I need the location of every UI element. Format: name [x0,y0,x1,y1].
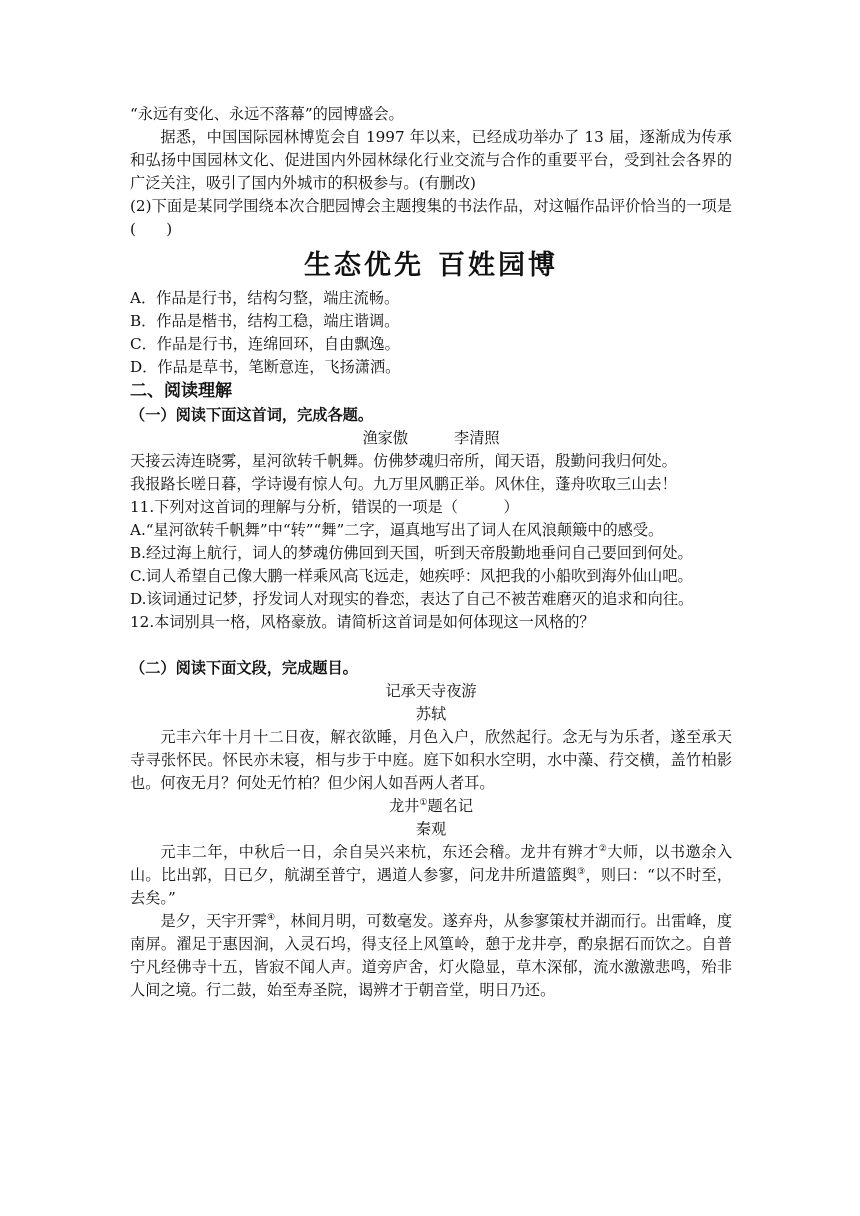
text-2-author: 秦观 [415,820,447,838]
text-2-p2-part-b: ，林间月明，可数毫发。遂弃舟，从参寥策杖并湖而行。出雷峰，度南屏。濯足于惠因涧，入灵石坞，得支径上风篁岭，憩于龙井亭，酌泉据石而饮之。自普宁凡经佛寺十五，皆寂不闻人声。道旁庐舍，灯火隐显，草木深郁，流水激激悲鸣，殆非人间之境。行二鼓，始至寿圣院，谒辨才于朝音堂，明日乃还。 [130,912,733,999]
text-2-p2-part-a: 是夕，天宇开霁 [160,912,268,930]
document-content [130,103,732,1002]
footnote-marker-3: ③ [577,866,586,877]
section-heading: 二、阅读理解 [130,381,232,401]
text-2-paragraph-2 [130,910,732,1002]
poem-author: 李清照 [454,429,500,447]
part-1-heading: （一）阅读下面这首词，完成各题。 [130,406,373,424]
text-2-p1-part-a: 元丰二年，中秋后一日，余自吴兴来杭，东还会稽。龙井有辨才 [160,843,599,861]
answer-blank-space [130,634,732,657]
calligraphy-left-text: 生态优先 [304,250,424,281]
calligraphy-right-text: 百姓园博 [438,250,558,281]
poem-heading [130,427,732,450]
text-2-p1-part-b: 大师，以书邀余入山。比出郭，日已夕，航湖至普宁，遇道人参寥，问龙井所遣篮舆 [130,843,733,884]
footnote-marker-1: ① [419,797,428,808]
text-1-body: 元丰六年十月十二日夜，解衣欲睡，月色入户，欣然起行。念无与为乐者，遂至承天寺寻张怀民。怀民亦未寝，相与步于中庭。庭下如积水空明，水中藻、荇交横，盖竹柏影也。何夜无月？何处无竹柏？但少闲人如吾两人者耳。 [130,728,732,792]
footnote-marker-2: ② [598,843,608,854]
question-11-option-b: B.经过海上航行，词人的梦魂仿佛回到天国，听到天帝殷勤地垂问自己要回到何处。 [130,544,693,562]
question-11-stem: 11.下列对这首词的理解与分析，错误的一项是（ ） [130,498,519,516]
question-11-option-a: A.“星河欲转千帆舞”中“转”“舞”二字，逼真地写出了词人在风浪颠簸中的感受。 [130,521,664,539]
question-11-option-c: C.词人希望自己像大鹏一样乘风高飞远走，她疾呼：风把我的小船吹到海外仙山吧。 [130,567,693,585]
question-11-option-d: D.该词通过记梦，抒发词人对现实的眷恋，表达了自己不被苦难磨灭的追求和向往。 [130,590,694,608]
text-2-title [130,795,732,818]
question-2-option-a: A．作品是行书，结构匀整，端庄流畅。 [130,289,400,307]
text-2-title-main: 龙井 [388,797,420,815]
question-2-stem: (2)下面是某同学围绕本次合肥园博会主题搜集的书法作品，对这幅作品评价恰当的一项是( ) [130,197,732,238]
passage-paragraph: 据悉，中国国际园林博览会自 1997 年以来，已经成功举办了 13 届，逐渐成为传承和弘扬中国园林文化、促进国内外园林绿化行业交流与合作的重要平台，受到社会各界的广泛关注，吸引了国内外城市的积极参与。(有删改) [130,128,732,192]
footnote-marker-4: ④ [267,912,276,923]
poem-line-1: 天接云涛连晓雾，星河欲转千帆舞。仿佛梦魂归帝所，闻天语，殷勤问我归何处。 [130,452,677,470]
text-2-title-rest: 题名记 [427,797,473,815]
passage-tail: “永远有变化、永远不落幕”的园博盛会。 [130,105,404,123]
poem-title: 渔家傲 [362,429,408,447]
calligraphy-artwork [130,245,732,287]
question-2-option-b: B．作品是楷书，结构工稳，端庄谐调。 [130,312,400,330]
question-2-option-c: C．作品是行书，连绵回环，自由飘逸。 [130,335,400,353]
text-1-author: 苏轼 [415,705,447,723]
question-2-option-d: D．作品是草书，笔断意连，飞扬潇洒。 [130,358,401,376]
text-1-title: 记承天寺夜游 [385,682,477,700]
part-2-heading: （二）阅读下面文段，完成题目。 [130,659,358,677]
question-12-stem: 12.本词别具一格，风格豪放。请简析这首词是如何体现这一风格的？ [130,613,595,631]
poem-line-2: 我报路长嗟日暮，学诗谩有惊人句。九万里风鹏正举。风休住，蓬舟吹取三山去！ [130,475,677,493]
text-2-p1-part-c: ，则曰：“以不时至，去矣。” [130,866,733,907]
text-2-paragraph-1 [130,841,732,910]
